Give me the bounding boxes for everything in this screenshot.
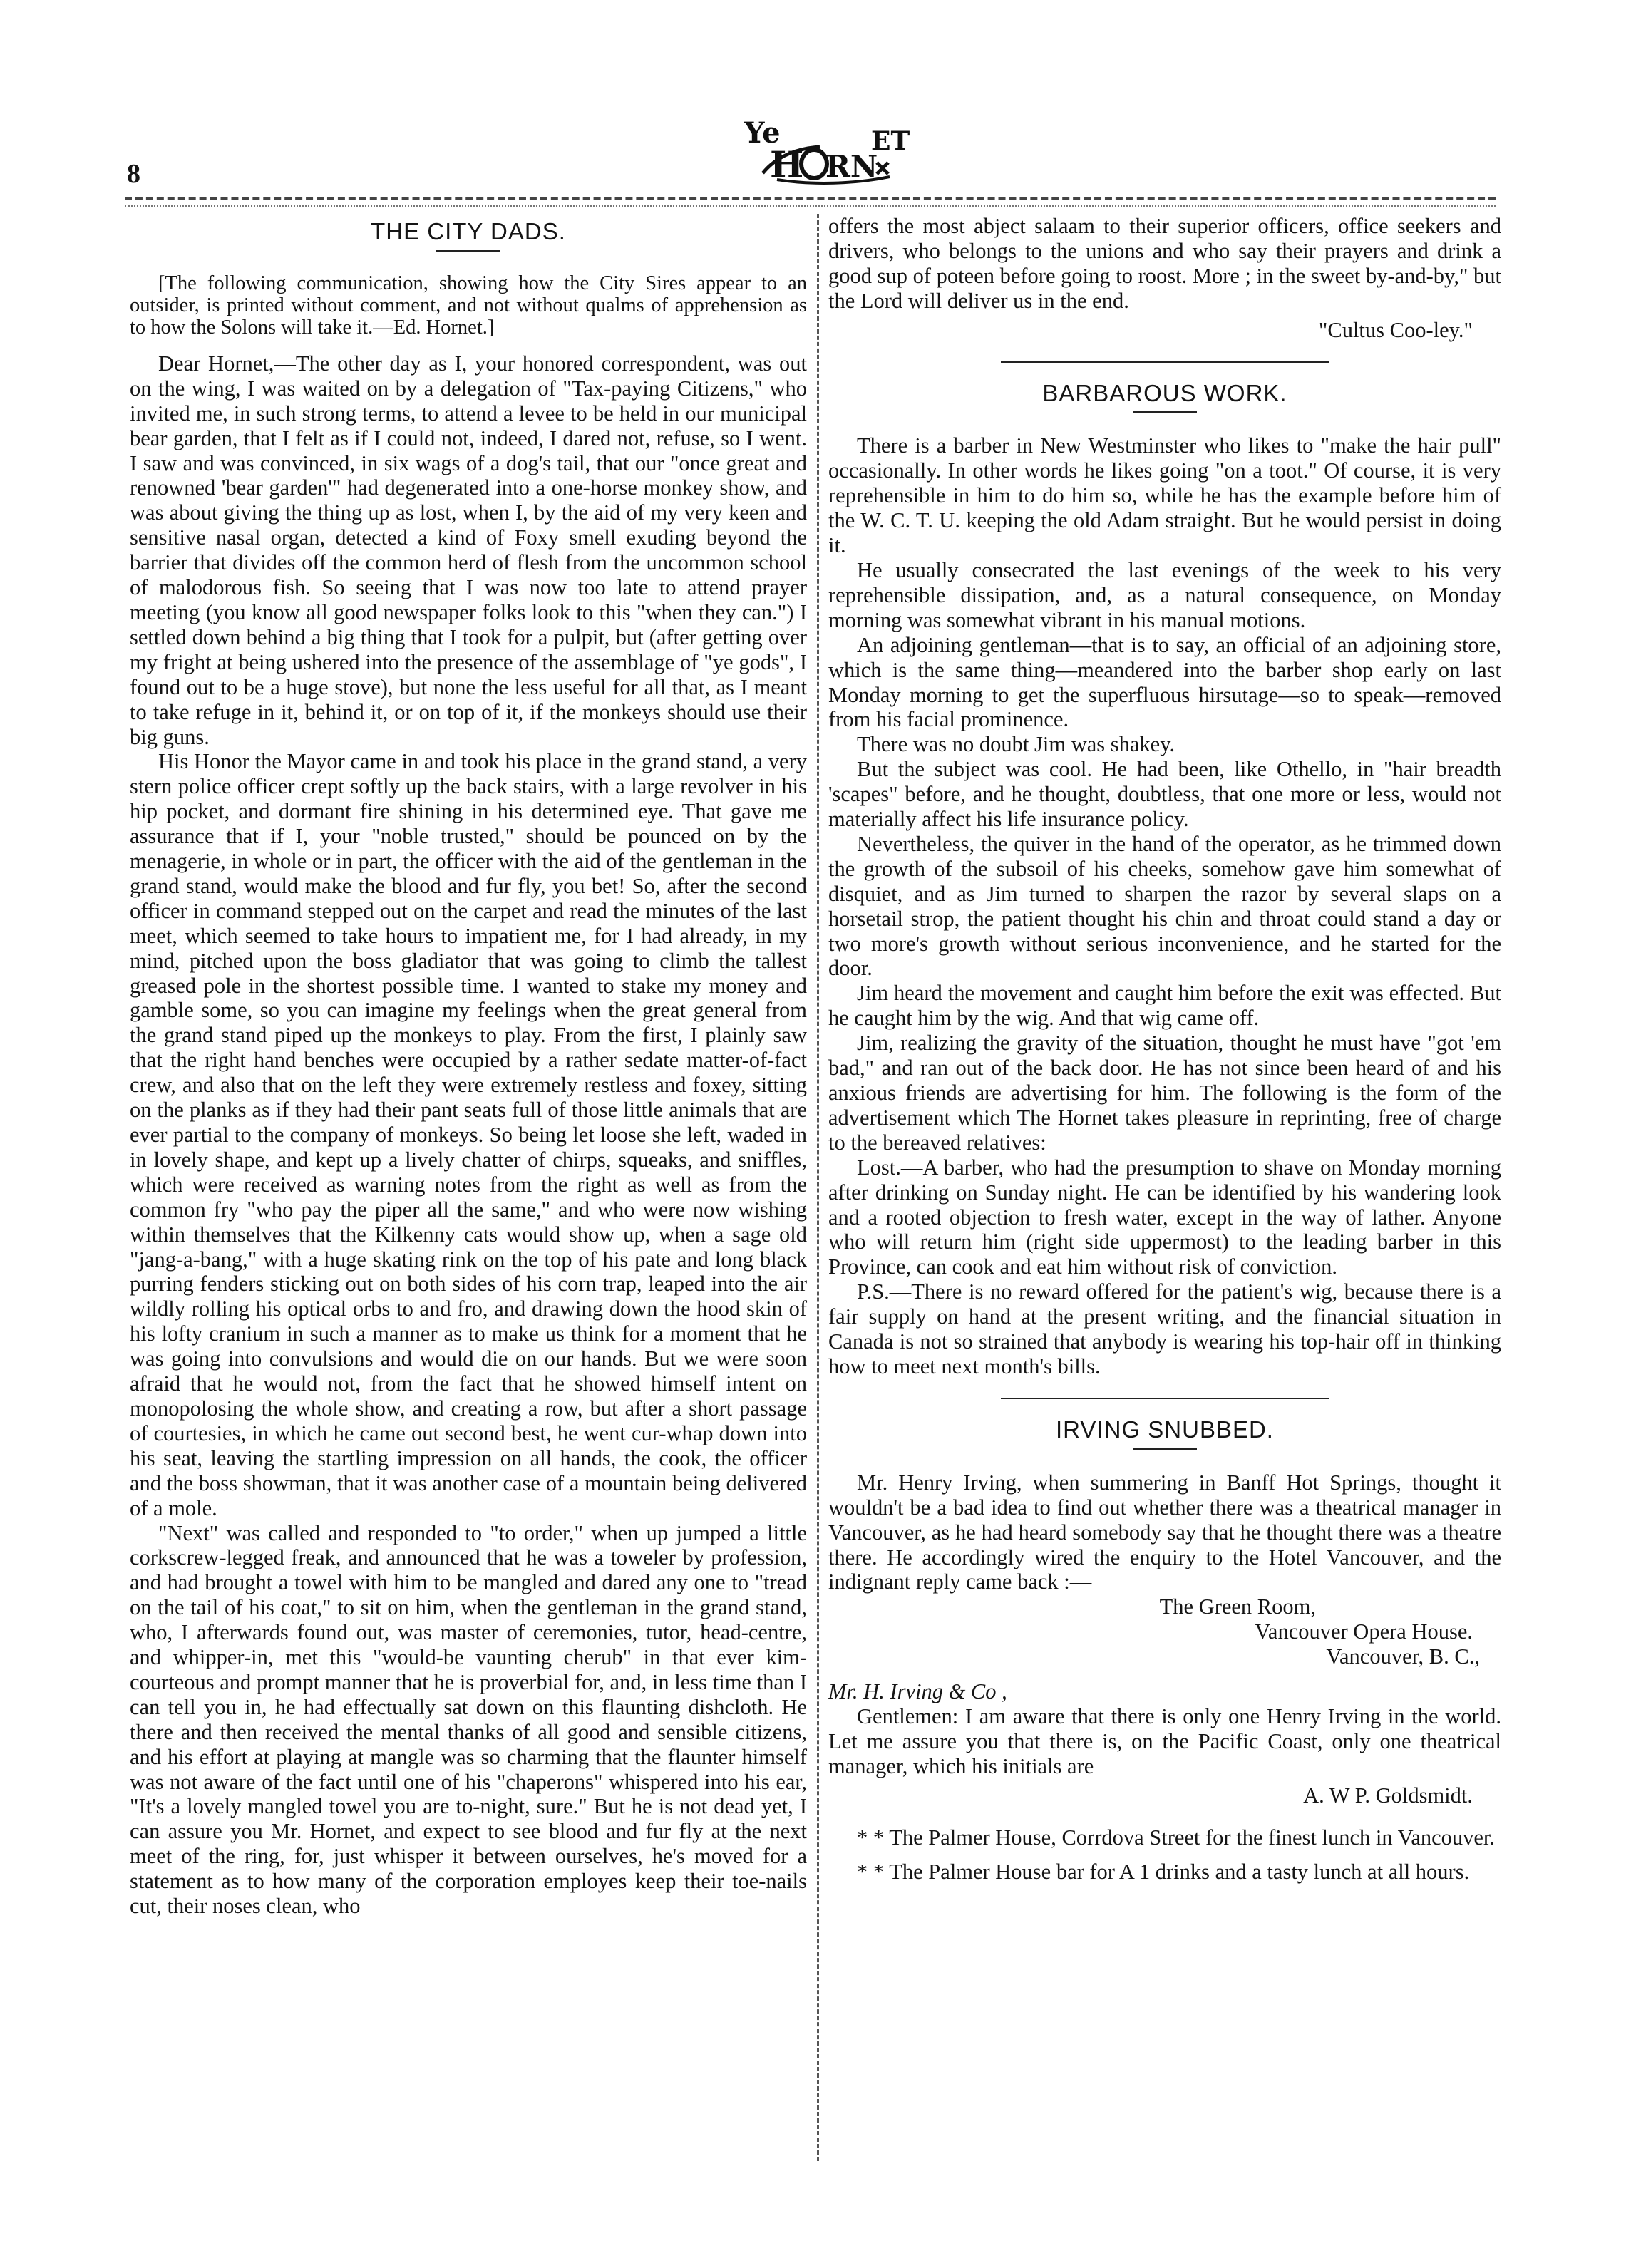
paragraph: "Next" was called and responded to "to order," when up jumped a little corkscrew-legged freak, and announced that he was a toweler by profession, and had brought a towel with him to be mangled and dared any one to "tread on the tail of his coat," to sit on him, when the gentleman in the grand stand, who, I afterwards found out, was master of ceremonies, tutor, head-centre, and whipper-in, met this "would-be vaunting cherub" in that ever kim-courteous and prompt manner that he is proverbial for, and, in less time than I can tell you in, he had effectually sat down on this flaunting dishcloth. He there and then received the mental thanks of all good and sensible citizens, and his effort at playing at mangle was so charming that the flaunter himself was not aware of the fact until one of his "chaperons" whispered into his ear, "It's a lovely mangled towel you are to-night, sure." But he is not dead yet, I can assure you Mr. Hornet, and expect to see blood and fur fly at the next meet of the ring, for, just whisper it between ourselves, he's moved for a statement as to how many of the corporation employes keep their toe-nails cut, their noses clean, who	[130, 1520, 807, 1919]
article-title-barbarous-work: BARBAROUS WORK.	[1042, 379, 1287, 406]
section-rule	[1001, 361, 1329, 363]
svg-text:RN: RN	[825, 149, 878, 184]
letter-signature: A. W P. Goldsmidt.	[1303, 1783, 1473, 1808]
svg-text:Ye: Ye	[744, 116, 781, 150]
continued-text: offers the most abject salaam to their superior officers, office seekers and drivers, who belongs to the unions and who say their prayers and drink a good sup of poteen before going to roost. More ; in the sweet by-and-by," but the Lord will deliver us in the end.	[828, 214, 1501, 313]
svg-text:H: H	[770, 143, 804, 185]
letter-address-line: Vancouver Opera House.	[1255, 1619, 1473, 1644]
paragraph: Dear Hornet,—The other day as I, your honored correspondent, was out on the wing, I was waited on by a delegation of "Tax-paying Citizens," who invited me, in such strong terms, to attend a levee to be held in our municipal bear garden, that I felt as if I could not, indeed, I dared not, refuse, so I went. I saw and was convinced, in six wags of a dog's tail, that our "once great and renowned 'bear garden'" had degenerated into a one-horse monkey show, and was about giving the thing up as lost, when I, by the aid of my very keen and sensitive nasal organ, detected a kind of Foxy smell exuding beyond the barrier that divides off the common herd of flesh from the uncommon school of malodorous fish. So seeing that I was now too late to attend prayer meeting (you know all good newspaper folks look to this "when they can.") I settled down behind a big thing that I took for a pulpit, but (after getting over my fright at being ushered into the presence of the assemblage of "ye gods", I found out to be a huge stove), but none the less useful for all that, as I meant to take refuge in it, behind it, or on top of it, if the monkeys should use their big guns.	[130, 351, 807, 749]
header-rule	[125, 197, 1496, 200]
editor-note: [The following communication, showing how the City Sires appear to an outsider, is printed without comment, and not without qualms of apprehension as to how the Solons will take it.—Ed. Hornet.]	[130, 272, 807, 339]
paragraph: There is a barber in New Westminster who likes to "make the hair pull" occasionally. In other words he likes going "on a toot." Of course, it is very reprehensible in him to do him so, while he has the example before him of the W. C. T. U. keeping the old Adam straight. But he would persist in doing it.	[828, 433, 1501, 558]
article-title-irving-snubbed: IRVING SNUBBED.	[1056, 1416, 1274, 1443]
paragraph: P.S.—There is no reward offered for the patient's wig, because there is a fair supply on hand at the present writing, and the financial situation in Canada is not so strained that anybody is wearing his top-hair off in thinking how to meet next month's bills.	[828, 1279, 1501, 1378]
column-divider	[817, 214, 819, 2161]
advertisement: * * The Palmer House, Corrdova Street for the finest lunch in Vancouver.	[857, 1825, 1496, 1850]
svg-text:ET: ET	[871, 126, 910, 156]
paragraph: Lost.—A barber, who had the presumption to shave on Monday morning after drinking on Sunday night. He can be identified by his wandering look and a rooted objection to fresh water, except in the way of lather. Anyone who will return him (right side uppermost) to the leading barber in this Province, can cook and eat him without risk of conviction.	[828, 1155, 1501, 1279]
paragraph: His Honor the Mayor came in and took his place in the grand stand, a very stern police officer crept softly up the back stairs, with a large revolver in his hip pocket, and dormant fire shining in his determined eye. That gave me assurance that if I, your "noble trusted," should be pounced on by the menagerie, in whole or in part, the officer with the aid of the gentleman in the grand stand, would make the blood and fur fly, you bet! So, after the second officer in command stepped out on the carpet and read the minutes of the last meet, which seemed to take hours to impatient me, for I had already, in my mind, pitched upon the boss gladiator that was going to climb the tallest greased pole in the shortest possible time. I wanted to stake my money and gamble some, so you can imagine my feelings when the great general from the grand stand piped up the monkeys to play. From the first, I plainly saw that the right hand benches were occupied by a rather sedate matter-of-fact crew, and also that on the left they were extremely restless and foxey, sitting on the planks as if they had their pant seats full of those little animals that are ever partial to the company of monkeys. So being let loose she left, waded in in lovely shape, and kept up a lively chatter of chirps, squeaks, and sniffles, which were received as warning notes from the right as well as from the common fry "who pay the piper all the same," and who were now wishing within themselves that the Kilkenny cats would show up, when a sage old "jang-a-bang," with a huge skating rink on the top of his pate and long black purring fenders sticking out on both sides of his corn trap, leaped into the air wildly rolling his optical orbs to and fro, and drawing down the hood skin of his lofty cranium in such a manner as to make us think for a moment that he was going into convulsions and would die on our hands. But we were soon afraid that he would not, from the fact that he showed himself intent on monopolosing the whole show, and creating a row, but after a short passage of courtesies, in which he came out second best, he went cur-whap down into his seat, leaving the startling impression on all hands, the cook, the officer and the boss showman, that it was another case of a mountain being delivered of a mole.	[130, 749, 807, 1520]
letter-address-line: Vancouver, B. C.,	[1326, 1644, 1480, 1669]
letter-address-line: The Green Room,	[1159, 1594, 1316, 1619]
paragraph: He usually consecrated the last evenings of the week to his very reprehensible dissipation, and, as a natural consequence, on Monday morning was somewhat vibrant in his manual motions.	[828, 557, 1501, 632]
article-title-city-dads: THE CITY DADS.	[371, 218, 566, 244]
paragraph: But the subject was cool. He had been, like Othello, in "hair breadth 'scapes" before, and he thought, doubtless, that one more or less, would not materially affect his life insurance policy.	[828, 757, 1501, 832]
header-rule-secondary	[125, 205, 1496, 207]
signature-cultus: "Cultus Coo-ley."	[1318, 317, 1473, 342]
title-rule	[1133, 411, 1197, 413]
page-number: 8	[127, 159, 140, 189]
letter-salutation: Mr. H. Irving & Co ,	[828, 1679, 1007, 1704]
paragraph: Jim, realizing the gravity of the situation, thought he must have "got 'em bad," and ran out of the back door. He has not since been heard of and his anxious friends are advertising for him. The following is the form of the advertisement which The Hornet takes pleasure in reprinting, free of charge to the bereaved relatives:	[828, 1031, 1501, 1155]
left-column	[130, 214, 807, 1919]
paragraph: An adjoining gentleman—that is to say, an official of an adjoining store, which is the same thing—meandered into the barber shop early on last Monday morning to get the superfluous hirsutage—so to speak—removed from his facial prominence.	[828, 632, 1501, 732]
letter-body: Gentlemen: I am aware that there is only one Henry Irving in the world. Let me assure you that there is, on the Pacific Coast, only one theatrical manager, which his initials are	[828, 1703, 1501, 1778]
section-rule	[1001, 1398, 1329, 1399]
paragraph: Nevertheless, the quiver in the hand of the operator, as he trimmed down the growth of the subsoil of his cheeks, somehow gave him somewhat of disquiet, and as Jim turned to sharpen the razor by several slaps on a horsetail strop, the patient thought his chin and throat could stand a day or two more's growth without serious inconvenience, and he started for the door.	[828, 831, 1501, 981]
advertisement: * * The Palmer House bar for A 1 drinks and a tasty lunch at all hours.	[857, 1860, 1470, 1885]
right-column	[828, 214, 1501, 1885]
masthead-logo	[734, 105, 910, 191]
paragraph: Jim heard the movement and caught him before the exit was effected. But he caught him by the wig. And that wig came off.	[828, 981, 1501, 1031]
paragraph: Mr. Henry Irving, when summering in Banff Hot Springs, thought it wouldn't be a bad idea to find out whether there was a theatrical manager in Vancouver, as he had heard somebody say that he thought there was a theatre there. He accordingly wired the enquiry to the Hotel Vancouver, and the indignant reply came back :—	[828, 1470, 1501, 1594]
paragraph: There was no doubt Jim was shakey.	[857, 732, 1175, 757]
hornet-logo-icon	[734, 105, 910, 191]
title-rule	[436, 250, 500, 252]
title-rule	[1133, 1448, 1197, 1450]
